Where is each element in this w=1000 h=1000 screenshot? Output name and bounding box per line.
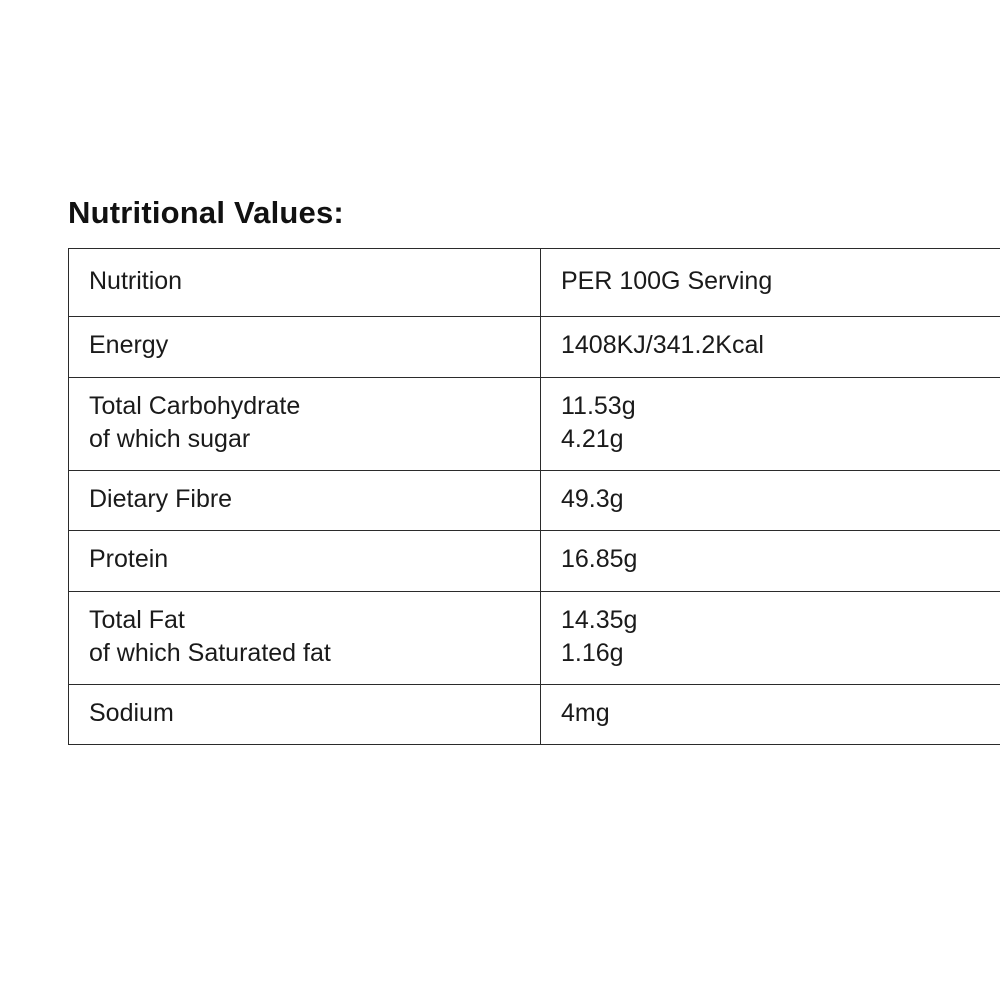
table-row bbox=[69, 471, 1000, 531]
row-label-sub: of which Saturated fat bbox=[89, 638, 331, 667]
row-value-sub: 1.16g bbox=[561, 638, 624, 667]
row-label-sub: of which sugar bbox=[89, 424, 251, 453]
row-label-main: Total Carbohydrate bbox=[89, 391, 301, 420]
row-value bbox=[541, 685, 1000, 745]
row-value bbox=[541, 377, 1000, 471]
table-row bbox=[69, 317, 1000, 377]
table-header-row bbox=[69, 249, 1000, 317]
row-label bbox=[69, 685, 541, 745]
row-label bbox=[69, 471, 541, 531]
table-row bbox=[69, 591, 1000, 685]
row-value-main: 49.3g bbox=[561, 485, 624, 514]
table-row bbox=[69, 685, 1000, 745]
row-label bbox=[69, 591, 541, 685]
row-label bbox=[69, 317, 541, 377]
row-value-main: 1408KJ/341.2Kcal bbox=[561, 331, 764, 360]
page-title: Nutritional Values: bbox=[68, 195, 344, 230]
nutrition-table bbox=[68, 248, 1000, 745]
row-value bbox=[541, 591, 1000, 685]
row-label-main: Total Fat bbox=[89, 605, 185, 634]
row-value-main: 4mg bbox=[561, 699, 610, 728]
column-header-nutrition: Nutrition bbox=[69, 249, 541, 317]
row-value-main: 11.53g bbox=[561, 391, 636, 420]
row-label bbox=[69, 377, 541, 471]
nutrition-panel bbox=[68, 196, 930, 745]
table-row bbox=[69, 377, 1000, 471]
row-value-sub: 4.21g bbox=[561, 424, 624, 453]
row-value-main: 16.85g bbox=[561, 545, 638, 574]
row-label bbox=[69, 531, 541, 591]
row-value-main: 14.35g bbox=[561, 605, 638, 634]
row-label-main: Sodium bbox=[89, 699, 174, 728]
table-row bbox=[69, 531, 1000, 591]
row-label-main: Protein bbox=[89, 545, 169, 574]
row-label-main: Energy bbox=[89, 331, 169, 360]
column-header-serving: PER 100G Serving bbox=[541, 249, 1000, 317]
row-label-main: Dietary Fibre bbox=[89, 485, 233, 514]
row-value bbox=[541, 317, 1000, 377]
row-value bbox=[541, 531, 1000, 591]
row-value bbox=[541, 471, 1000, 531]
